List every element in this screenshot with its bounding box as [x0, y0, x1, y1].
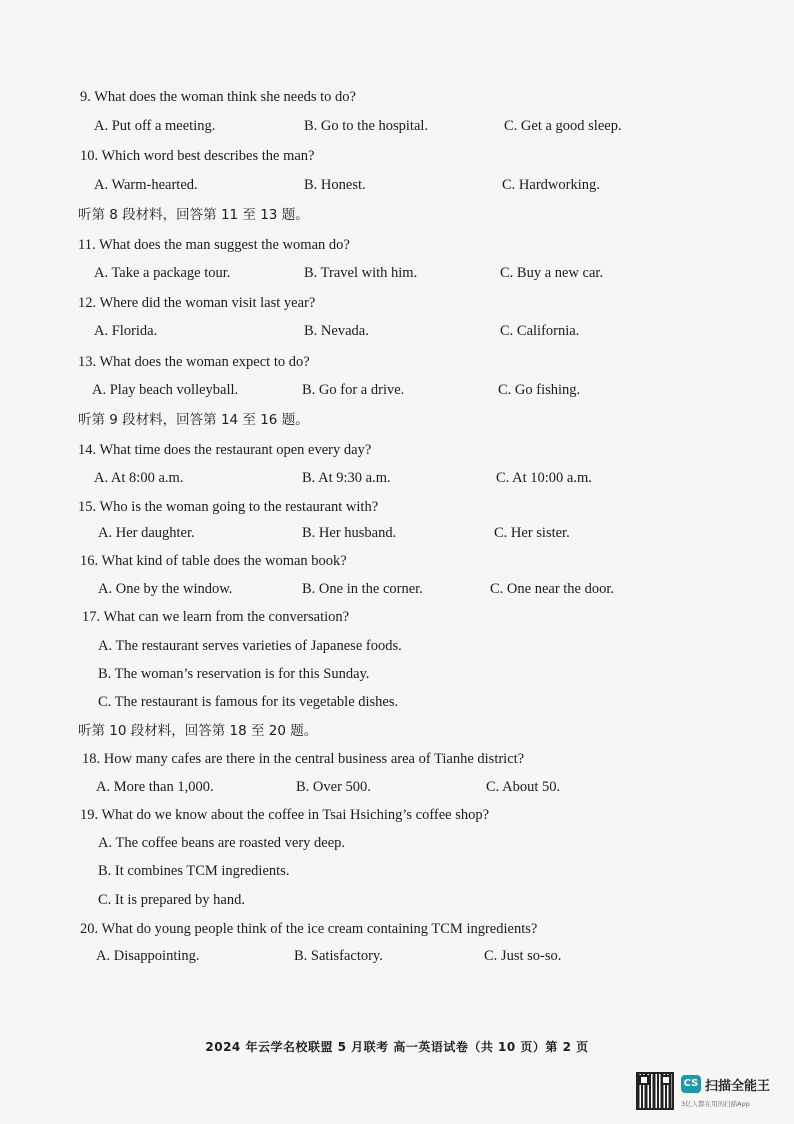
qr-code-icon	[636, 1072, 674, 1110]
question-text: 17. What can we learn from the conversation?	[82, 609, 350, 625]
answer-option-c: C. Her sister.	[494, 525, 570, 541]
answer-option-a: A. Take a package tour.	[94, 265, 231, 281]
watermark-tagline: 3亿人都在用的扫描App	[681, 1100, 750, 1108]
question-text: 10. Which word best describes the man?	[80, 148, 315, 164]
question-text: 19. What do we know about the coffee in Tsai Hsiching’s coffee shop?	[80, 807, 490, 823]
answer-option-c: C. One near the door.	[490, 581, 615, 597]
answer-option-b: B. Go to the hospital.	[304, 118, 429, 134]
question-text: 20. What do young people think of the ice cream containing TCM ingredients?	[80, 921, 538, 937]
answer-option-a: A. At 8:00 a.m.	[94, 470, 184, 486]
answer-option-a: A. Put off a meeting.	[94, 118, 216, 134]
question-text: 11. What does the man suggest the woman do?	[78, 237, 350, 253]
section-instruction: 听第 10 段材料，回答第 18 至 20 题。	[78, 723, 318, 739]
page-footer: 2024 年云学名校联盟 5 月联考 高一英语试卷（共 10 页）第 2 页	[205, 1040, 589, 1054]
answer-option-c: C. Hardworking.	[502, 177, 600, 193]
answer-option-c: C. At 10:00 a.m.	[496, 470, 592, 486]
scanner-watermark	[636, 1072, 786, 1112]
answer-option-b: B. Nevada.	[304, 323, 369, 339]
question-text: 12. Where did the woman visit last year?	[78, 295, 316, 311]
answer-option-b: B. One in the corner.	[302, 581, 423, 597]
answer-option: C. It is prepared by hand.	[98, 892, 245, 908]
question-text: 15. Who is the woman going to the restaurant with?	[78, 499, 379, 515]
answer-option-a: A. Warm-hearted.	[94, 177, 198, 193]
answer-option-a: A. Her daughter.	[98, 525, 195, 541]
answer-option-b: B. Honest.	[304, 177, 366, 193]
answer-option-a: A. One by the window.	[98, 581, 233, 597]
question-text: 18. How many cafes are there in the central business area of Tianhe district?	[82, 751, 525, 767]
answer-option-b: B. At 9:30 a.m.	[302, 470, 391, 486]
answer-option: A. The restaurant serves varieties of Japanese foods.	[98, 638, 402, 654]
section-instruction: 听第 9 段材料，回答第 14 至 16 题。	[78, 412, 309, 428]
answer-option-a: A. Play beach volleyball.	[92, 382, 239, 398]
answer-option-b: B. Over 500.	[296, 779, 371, 795]
answer-option: A. The coffee beans are roasted very deep.	[98, 835, 346, 851]
answer-option-b: B. Go for a drive.	[302, 382, 405, 398]
camscanner-logo-icon: CS	[681, 1075, 701, 1093]
question-text: 9. What does the woman think she needs to do?	[80, 89, 356, 105]
answer-option: B. The woman’s reservation is for this Sunday.	[98, 666, 370, 682]
answer-option-c: C. California.	[500, 323, 580, 339]
watermark-brand: 扫描全能王	[705, 1079, 771, 1094]
answer-option: B. It combines TCM ingredients.	[98, 863, 290, 879]
answer-option-a: A. Florida.	[94, 323, 158, 339]
answer-option-b: B. Satisfactory.	[294, 948, 383, 964]
answer-option-c: C. Just so-so.	[484, 948, 562, 964]
answer-option-c: C. Go fishing.	[498, 382, 581, 398]
answer-option: C. The restaurant is famous for its vegetable dishes.	[98, 694, 399, 710]
question-text: 16. What kind of table does the woman book?	[80, 553, 347, 569]
answer-option-a: A. More than 1,000.	[96, 779, 214, 795]
answer-option-c: C. About 50.	[486, 779, 561, 795]
answer-option-b: B. Her husband.	[302, 525, 397, 541]
answer-option-a: A. Disappointing.	[96, 948, 200, 964]
answer-option-c: C. Get a good sleep.	[504, 118, 622, 134]
answer-option-b: B. Travel with him.	[304, 265, 418, 281]
answer-option-c: C. Buy a new car.	[500, 265, 604, 281]
question-text: 14. What time does the restaurant open every day?	[78, 442, 372, 458]
question-text: 13. What does the woman expect to do?	[78, 354, 310, 370]
section-instruction: 听第 8 段材料，回答第 11 至 13 题。	[78, 207, 309, 223]
